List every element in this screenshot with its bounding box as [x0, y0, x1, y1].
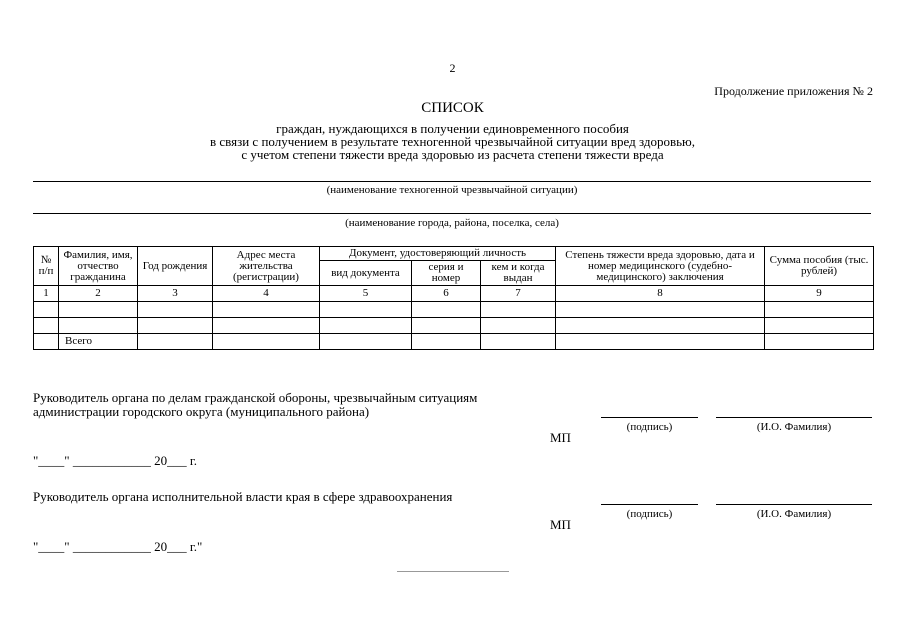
header-doc-type: вид документа [320, 261, 412, 286]
signature-1-caption: (подпись) [626, 421, 673, 433]
page-number: 2 [449, 61, 456, 75]
column-number: 2 [59, 286, 138, 302]
stamp-place-2: МП [550, 517, 571, 532]
header-amount: Сумма пособия (тыс. рублей) [765, 247, 874, 286]
stamp-place-1: МП [550, 430, 571, 445]
column-number: 7 [481, 286, 556, 302]
date-2: "____" ____________ 20___ г." [33, 539, 203, 554]
citizens-table [33, 246, 874, 350]
signature-1-line [601, 417, 698, 418]
signatory-title-line: Руководитель органа исполнительной власти края в сфере здравоохранения [33, 489, 453, 504]
name-1-caption: (И.О. Фамилия) [756, 421, 832, 433]
document-title: СПИСОК [421, 100, 484, 116]
total-label: Всего [59, 334, 138, 350]
continuation-note: Продолжение приложения № 2 [714, 84, 873, 98]
subtitle-line: с учетом степени тяжести вреда здоровью из расчета степени тяжести вреда [241, 147, 664, 162]
emergency-name-caption: (наименование техногенной чрезвычайной ситуации) [326, 184, 578, 196]
header-severity: Степень тяжести вреда здоровью, дата и номер медицинского (судебно-медицинского) заключения [556, 247, 765, 286]
header-address: Адрес места жительства (регистрации) [213, 247, 320, 286]
signatory-title-line: администрации городского округа (муниципального района) [33, 404, 370, 419]
signature-2-caption: (подпись) [626, 508, 673, 520]
header-series: серия и номер [412, 261, 481, 286]
header-birth-year: Год рождения [138, 247, 213, 286]
document-subtitle [150, 122, 755, 161]
column-number-row [34, 286, 874, 302]
header-fio: Фамилия, имя, отчество гражданина [59, 247, 138, 286]
table-row [34, 302, 874, 318]
column-number: 4 [213, 286, 320, 302]
header-num: № п/п [34, 247, 59, 286]
date-1: "____" ____________ 20___ г. [33, 453, 197, 468]
header-issued-by: кем и когда выдан [481, 261, 556, 286]
subtitle-line: граждан, нуждающихся в получении единовременного пособия [276, 121, 629, 136]
column-number: 5 [320, 286, 412, 302]
signatory-1-title [33, 391, 477, 419]
footer-divider [397, 571, 509, 572]
column-number: 6 [412, 286, 481, 302]
column-number: 8 [556, 286, 765, 302]
name-2-line [716, 504, 872, 505]
signatory-title-line: Руководитель органа по делам гражданской обороны, чрезвычайным ситуациям [33, 390, 478, 405]
column-number: 9 [765, 286, 874, 302]
emergency-name-line [33, 181, 871, 182]
subtitle-line: в связи с получением в результате техногенной чрезвычайной ситуации вред здоровью, [209, 134, 695, 149]
locality-name-caption: (наименование города, района, поселка, села) [345, 217, 559, 229]
signature-2-line [601, 504, 698, 505]
table-row [34, 318, 874, 334]
signatory-2-title [33, 490, 452, 504]
column-number: 3 [138, 286, 213, 302]
name-2-caption: (И.О. Фамилия) [756, 508, 832, 520]
name-1-line [716, 417, 872, 418]
total-row [34, 334, 874, 350]
locality-name-line [33, 213, 871, 214]
column-number: 1 [34, 286, 59, 302]
header-document: Документ, удостоверяющий личность [320, 247, 556, 261]
